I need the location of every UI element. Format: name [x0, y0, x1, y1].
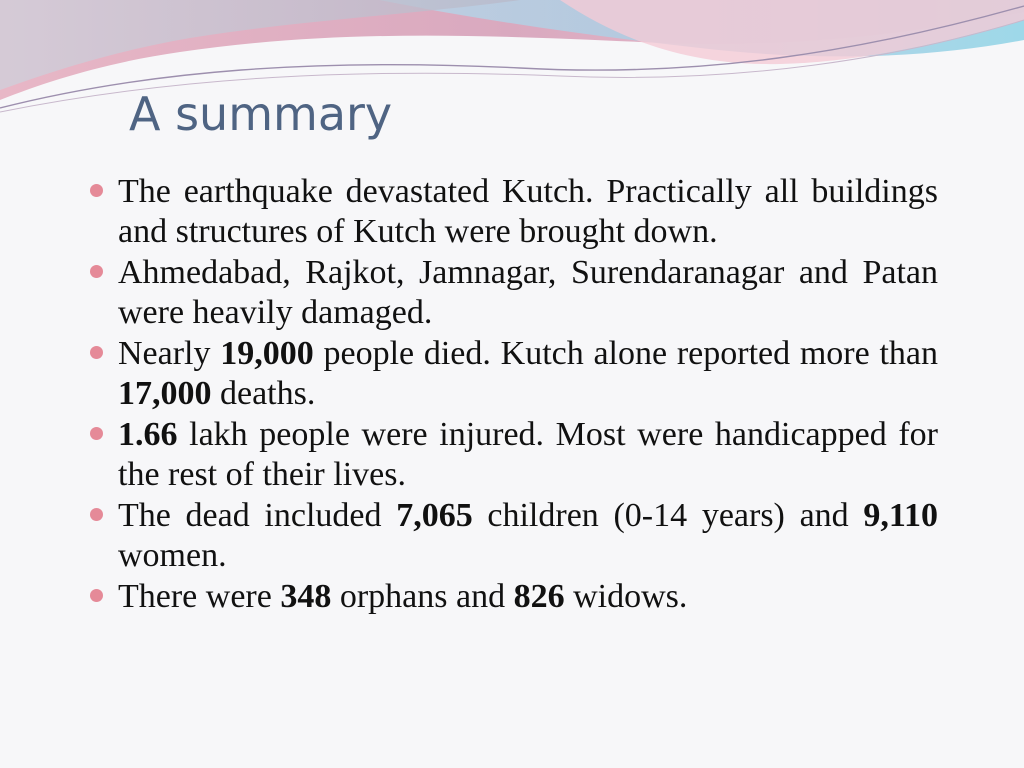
bullet-highlight-figure: 7,065	[396, 497, 473, 534]
bullet-text	[118, 254, 938, 331]
bullet-text-segment: widows.	[564, 578, 688, 615]
bullet-text	[118, 578, 687, 615]
bullet-list	[90, 172, 938, 619]
bullet-text-segment: Ahmedabad, Rajkot, Jamnagar, Surendaranagar and Patan were heavily damaged.	[118, 254, 938, 331]
bullet-item	[90, 334, 938, 413]
bullet-text-segment: women.	[118, 536, 227, 574]
bullet-dot-icon	[90, 346, 103, 359]
bullet-text-segment: people died. Kutch alone reported more than	[313, 335, 938, 372]
bullet-highlight-figure: 826	[513, 578, 565, 615]
bullet-item	[90, 172, 938, 251]
bullet-text	[118, 497, 938, 574]
bullet-item	[90, 253, 938, 332]
bullet-text-segment: orphans and	[331, 578, 514, 615]
bullet-highlight-figure: 19,000	[220, 335, 314, 372]
bullet-dot-icon	[90, 265, 103, 278]
bullet-text-segment: There were	[118, 578, 281, 615]
bullet-text-segment: deaths.	[211, 374, 316, 412]
bullet-text-segment: children (0-14 years) and	[472, 497, 864, 534]
bullet-text-segment: The earthquake devastated Kutch. Practically all buildings and structures of Kutch were brought down.	[118, 173, 938, 250]
bullet-text-segment: The dead included	[118, 497, 397, 534]
bullet-dot-icon	[90, 508, 103, 521]
bullet-highlight-figure: 348	[280, 578, 332, 615]
bullet-highlight-figure: 9,110	[863, 497, 938, 534]
bullet-text-segment: lakh people were injured. Most were handicapped for the rest of their lives.	[118, 416, 938, 493]
bullet-item	[90, 577, 938, 617]
bullet-text-segment: Nearly	[118, 335, 221, 372]
bullet-item	[90, 415, 938, 494]
slide-title: A summary	[129, 87, 393, 141]
bullet-dot-icon	[90, 589, 103, 602]
bullet-item	[90, 496, 938, 575]
bullet-dot-icon	[90, 184, 103, 197]
bullet-text	[118, 416, 938, 493]
bullet-highlight-figure: 1.66	[118, 416, 178, 453]
bullet-text	[118, 173, 938, 250]
bullet-dot-icon	[90, 427, 103, 440]
bullet-highlight-figure: 17,000	[118, 374, 212, 412]
bullet-text	[118, 335, 938, 412]
